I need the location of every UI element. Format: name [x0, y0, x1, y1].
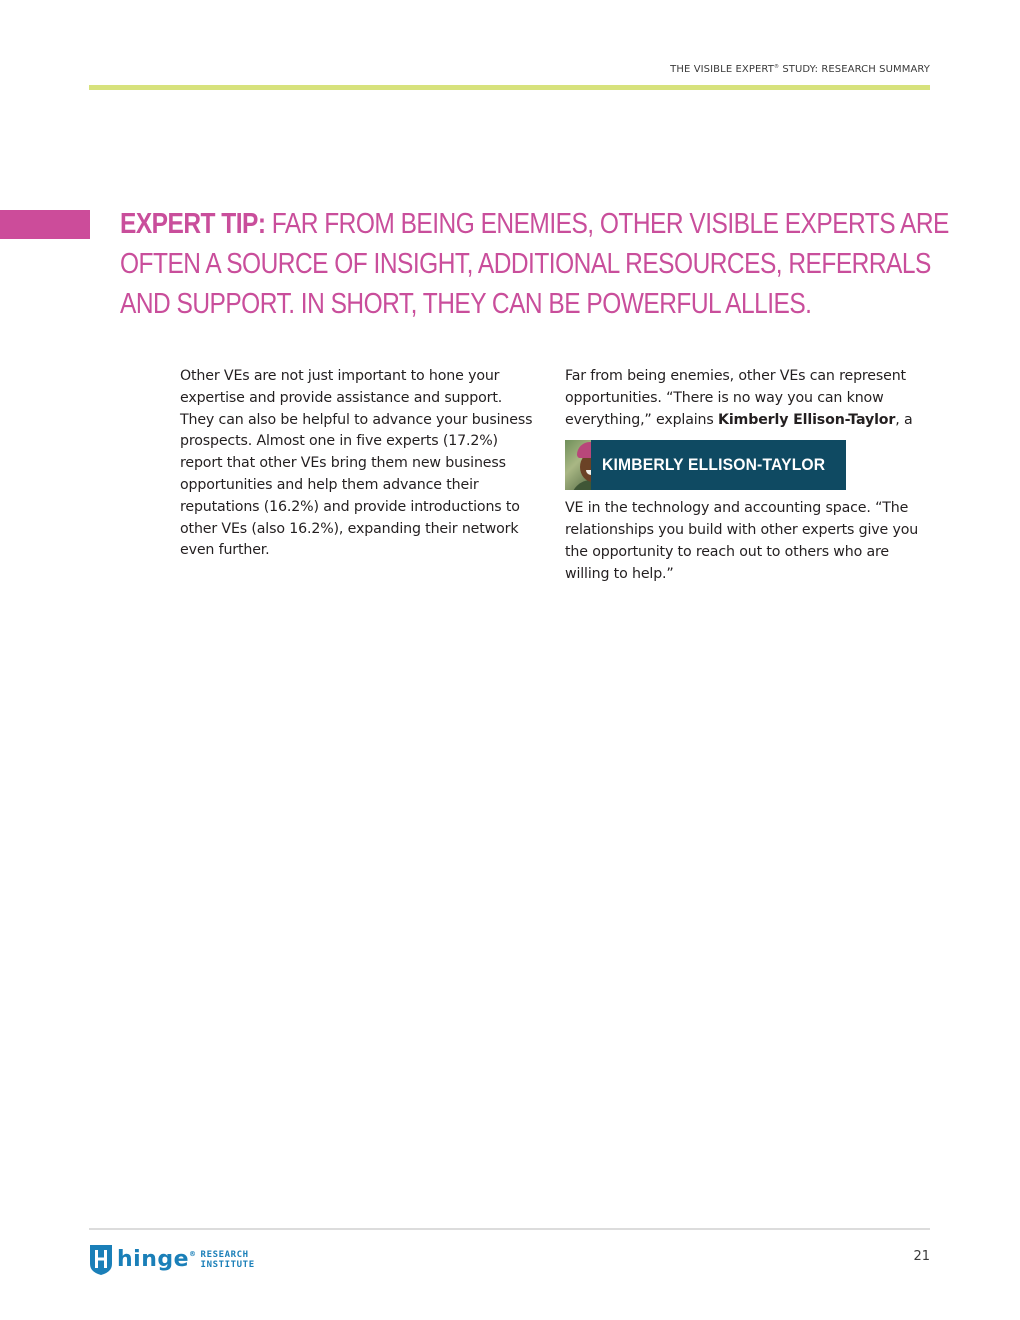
expert-tip-label: EXPERT TIP:	[120, 208, 266, 240]
right-line: opportunities. “There is no way you can know	[565, 389, 884, 406]
logo-wordmark	[117, 1249, 197, 1271]
left-line: report that other VEs bring them new business	[180, 455, 506, 472]
left-line: opportunities and help them advance their	[180, 476, 479, 493]
logo-sub-line-2: INSTITUTE	[200, 1260, 255, 1270]
footer-rule	[89, 1228, 930, 1230]
expert-name-inline: Kimberly Ellison-Taylor	[718, 411, 896, 428]
left-line: even further.	[180, 542, 270, 559]
page-number: 21	[913, 1249, 930, 1264]
running-header-subtitle: STUDY: RESEARCH SUMMARY	[779, 64, 930, 75]
right-line: relationships you build with other experts give you	[565, 522, 919, 539]
right-line: VE in the technology and accounting space. “The	[565, 500, 909, 517]
header-rule	[89, 85, 930, 90]
logo-registered-mark: ®	[189, 1250, 197, 1258]
right-line-text: everything,” explains	[565, 411, 718, 428]
right-paragraph-intro	[565, 366, 920, 431]
trademark-mark: ®	[773, 64, 780, 70]
running-header	[670, 64, 930, 75]
left-column	[180, 366, 533, 562]
running-header-title: THE VISIBLE EXPERT	[670, 64, 774, 75]
expert-card-name: KIMBERLY ELLISON-TAYLOR	[602, 455, 826, 475]
right-line-text: , a	[895, 411, 913, 428]
right-line: willing to help.”	[565, 565, 674, 582]
left-line: other VEs (also 16.2%), expanding their network	[180, 520, 519, 537]
expert-tip-line-1	[120, 204, 949, 244]
expert-tip	[120, 204, 949, 324]
right-column	[565, 366, 920, 586]
hinge-shield-icon	[89, 1244, 113, 1276]
left-line: reputations (16.2%) and provide introductions to	[180, 498, 520, 515]
photo-shoulders	[571, 480, 591, 490]
expert-tip-line-2: OFTEN A SOURCE OF INSIGHT, ADDITIONAL RESOURCES, REFERRALS	[120, 248, 931, 280]
right-line: the opportunity to reach out to others who are	[565, 543, 889, 560]
photo-headwrap	[577, 442, 591, 458]
right-line: Far from being enemies, other VEs can represent	[565, 368, 906, 384]
left-line: They can also be helpful to advance your business	[180, 411, 533, 428]
expert-name-card	[565, 440, 846, 490]
logo-sub-line-1: RESEARCH	[200, 1250, 249, 1260]
expert-tip-line-3: AND SUPPORT. IN SHORT, THEY CAN BE POWERFUL ALLIES.	[120, 288, 812, 320]
hinge-logo	[89, 1243, 255, 1277]
logo-subtitle	[201, 1250, 255, 1270]
tip-accent-bar	[0, 210, 90, 239]
right-paragraph-continued	[565, 498, 920, 585]
left-line: prospects. Almost one in five experts (17.2%)	[180, 433, 498, 450]
left-line: expertise and provide assistance and support.	[180, 389, 503, 406]
logo-word-text: hinge	[117, 1247, 190, 1272]
expert-tip-text-1: FAR FROM BEING ENEMIES, OTHER VISIBLE EXPERTS ARE	[265, 208, 949, 240]
expert-photo	[565, 440, 591, 490]
left-line: Other VEs are not just important to hone your	[180, 368, 500, 384]
right-line	[565, 410, 920, 432]
left-paragraph	[180, 366, 533, 562]
